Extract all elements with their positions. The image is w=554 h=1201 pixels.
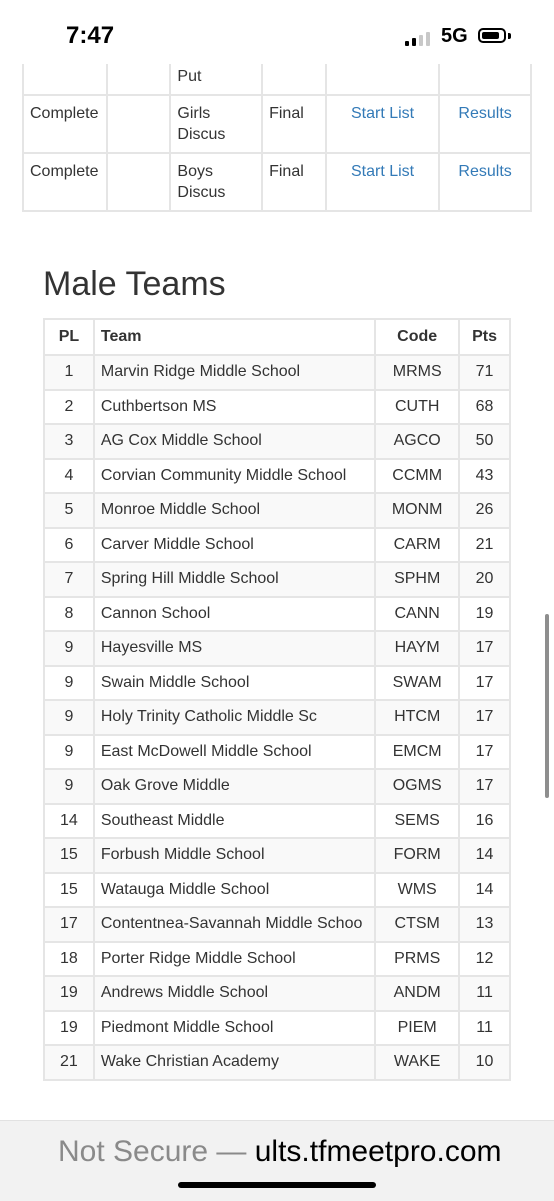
cell-team: Holy Trinity Catholic Middle Sc xyxy=(94,700,375,735)
event-round: Final xyxy=(262,153,326,211)
cell-pl: 5 xyxy=(44,493,94,528)
cell-team: AG Cox Middle School xyxy=(94,424,375,459)
cell-pts: 14 xyxy=(459,838,510,873)
event-name: Boys Discus xyxy=(170,153,262,211)
cell-team: Spring Hill Middle School xyxy=(94,562,375,597)
cell-pl: 14 xyxy=(44,804,94,839)
cell-code: PRMS xyxy=(375,942,459,977)
cell-pts: 13 xyxy=(459,907,510,942)
section-title-male-teams: Male Teams xyxy=(43,265,226,303)
cell-team: Forbush Middle School xyxy=(94,838,375,873)
battery-tip xyxy=(508,33,511,39)
header-pts: Pts xyxy=(459,319,510,355)
cell-team: Corvian Community Middle School xyxy=(94,459,375,494)
cell-team: Piedmont Middle School xyxy=(94,1011,375,1046)
cell-code: CARM xyxy=(375,528,459,563)
cell-pl: 15 xyxy=(44,873,94,908)
cell-pts: 26 xyxy=(459,493,510,528)
cell-code: SWAM xyxy=(375,666,459,701)
event-round: Final xyxy=(262,95,326,153)
security-label: Not Secure xyxy=(58,1135,209,1168)
cell-pts: 50 xyxy=(459,424,510,459)
table-row xyxy=(44,493,510,528)
cell-code: ANDM xyxy=(375,976,459,1011)
cell-pts: 19 xyxy=(459,597,510,632)
cell-pl: 9 xyxy=(44,666,94,701)
event-blank xyxy=(107,95,170,153)
table-header-row xyxy=(44,319,510,355)
cell-pts: 17 xyxy=(459,666,510,701)
network-label: 5G xyxy=(441,25,468,47)
cell-pts: 21 xyxy=(459,528,510,563)
cell-team: Wake Christian Academy xyxy=(94,1045,375,1080)
cell-code: HTCM xyxy=(375,700,459,735)
cell-team: Andrews Middle School xyxy=(94,976,375,1011)
cell-pl: 15 xyxy=(44,838,94,873)
event-name-text: Put xyxy=(177,68,202,85)
cell-code: SPHM xyxy=(375,562,459,597)
url-separator: — xyxy=(208,1135,255,1168)
cell-team: Swain Middle School xyxy=(94,666,375,701)
events-table xyxy=(22,40,532,212)
cell-pl: 9 xyxy=(44,735,94,770)
table-row xyxy=(44,424,510,459)
browser-url-bar[interactable] xyxy=(0,1120,554,1201)
cell-pl: 8 xyxy=(44,597,94,632)
table-row xyxy=(44,976,510,1011)
cell-code: PIEM xyxy=(375,1011,459,1046)
cell-team: Monroe Middle School xyxy=(94,493,375,528)
start-list-link[interactable]: Start List xyxy=(350,163,415,180)
cell-pl: 4 xyxy=(44,459,94,494)
event-status: Complete xyxy=(23,95,107,153)
cell-code: CCMM xyxy=(375,459,459,494)
cell-code: CUTH xyxy=(375,390,459,425)
cell-team: Porter Ridge Middle School xyxy=(94,942,375,977)
cell-pl: 21 xyxy=(44,1045,94,1080)
cell-code: FORM xyxy=(375,838,459,873)
cell-code: MRMS xyxy=(375,355,459,390)
cell-pl: 19 xyxy=(44,976,94,1011)
home-indicator[interactable] xyxy=(178,1182,376,1188)
cell-code: MONM xyxy=(375,493,459,528)
event-blank xyxy=(107,153,170,211)
cell-pts: 16 xyxy=(459,804,510,839)
cell-pl: 6 xyxy=(44,528,94,563)
cell-pts: 17 xyxy=(459,631,510,666)
header-code: Code xyxy=(375,319,459,355)
cell-pts: 68 xyxy=(459,390,510,425)
cell-pl: 17 xyxy=(44,907,94,942)
cell-team: Cannon School xyxy=(94,597,375,632)
url-domain: ults.tfmeetpro.com xyxy=(254,1135,502,1168)
table-row xyxy=(44,631,510,666)
cell-team: East McDowell Middle School xyxy=(94,735,375,770)
cell-code: HAYM xyxy=(375,631,459,666)
table-row xyxy=(23,95,531,153)
cell-pts: 12 xyxy=(459,942,510,977)
cell-pts: 11 xyxy=(459,1011,510,1046)
cell-team: Southeast Middle xyxy=(94,804,375,839)
cell-pts: 10 xyxy=(459,1045,510,1080)
cell-pts: 71 xyxy=(459,355,510,390)
cell-pts: 20 xyxy=(459,562,510,597)
cell-pts: 17 xyxy=(459,700,510,735)
cell-code: AGCO xyxy=(375,424,459,459)
cell-pl: 1 xyxy=(44,355,94,390)
table-row xyxy=(44,1045,510,1080)
cell-pts: 43 xyxy=(459,459,510,494)
table-row xyxy=(44,666,510,701)
table-row xyxy=(44,804,510,839)
results-link[interactable]: Results xyxy=(458,105,512,122)
event-results xyxy=(439,153,531,211)
table-row xyxy=(44,355,510,390)
event-start-list xyxy=(326,95,439,153)
cell-pl: 18 xyxy=(44,942,94,977)
cell-pts: 17 xyxy=(459,769,510,804)
table-row xyxy=(44,873,510,908)
cell-pts: 14 xyxy=(459,873,510,908)
table-row xyxy=(44,735,510,770)
cell-pl: 9 xyxy=(44,631,94,666)
cell-pl: 2 xyxy=(44,390,94,425)
status-bar xyxy=(0,0,554,64)
results-link[interactable]: Results xyxy=(458,163,512,180)
cell-code: CANN xyxy=(375,597,459,632)
event-start-list xyxy=(326,153,439,211)
cell-pts: 11 xyxy=(459,976,510,1011)
battery-icon xyxy=(478,28,506,43)
table-row xyxy=(44,459,510,494)
cell-pl: 19 xyxy=(44,1011,94,1046)
url-display[interactable] xyxy=(58,1135,502,1169)
cell-team: Oak Grove Middle xyxy=(94,769,375,804)
male-teams-table xyxy=(43,318,511,1081)
table-row xyxy=(44,942,510,977)
cell-team: Watauga Middle School xyxy=(94,873,375,908)
status-time: 7:47 xyxy=(66,22,115,49)
cell-code: WMS xyxy=(375,873,459,908)
table-row xyxy=(44,700,510,735)
cell-team: Hayesville MS xyxy=(94,631,375,666)
cell-code: WAKE xyxy=(375,1045,459,1080)
page-scrollbar[interactable] xyxy=(545,614,549,798)
header-team: Team xyxy=(94,319,375,355)
table-row xyxy=(44,907,510,942)
event-name: Girls Discus xyxy=(170,95,262,153)
cell-code: CTSM xyxy=(375,907,459,942)
table-row xyxy=(23,153,531,211)
cell-code: EMCM xyxy=(375,735,459,770)
header-pl: PL xyxy=(44,319,94,355)
cell-code: SEMS xyxy=(375,804,459,839)
cell-pl: 3 xyxy=(44,424,94,459)
cell-pl: 9 xyxy=(44,769,94,804)
table-row xyxy=(44,1011,510,1046)
cell-team: Contentnea-Savannah Middle Schoo xyxy=(94,907,375,942)
cell-pts: 17 xyxy=(459,735,510,770)
event-results xyxy=(439,95,531,153)
cell-code: OGMS xyxy=(375,769,459,804)
table-row xyxy=(44,838,510,873)
cell-pl: 9 xyxy=(44,700,94,735)
signal-icon xyxy=(405,30,433,46)
cell-pl: 7 xyxy=(44,562,94,597)
cell-team: Carver Middle School xyxy=(94,528,375,563)
cell-team: Cuthbertson MS xyxy=(94,390,375,425)
table-row xyxy=(44,528,510,563)
event-status: Complete xyxy=(23,153,107,211)
table-row xyxy=(44,769,510,804)
table-row xyxy=(44,562,510,597)
start-list-link[interactable]: Start List xyxy=(350,105,415,122)
table-row xyxy=(44,390,510,425)
cell-team: Marvin Ridge Middle School xyxy=(94,355,375,390)
table-row xyxy=(44,597,510,632)
